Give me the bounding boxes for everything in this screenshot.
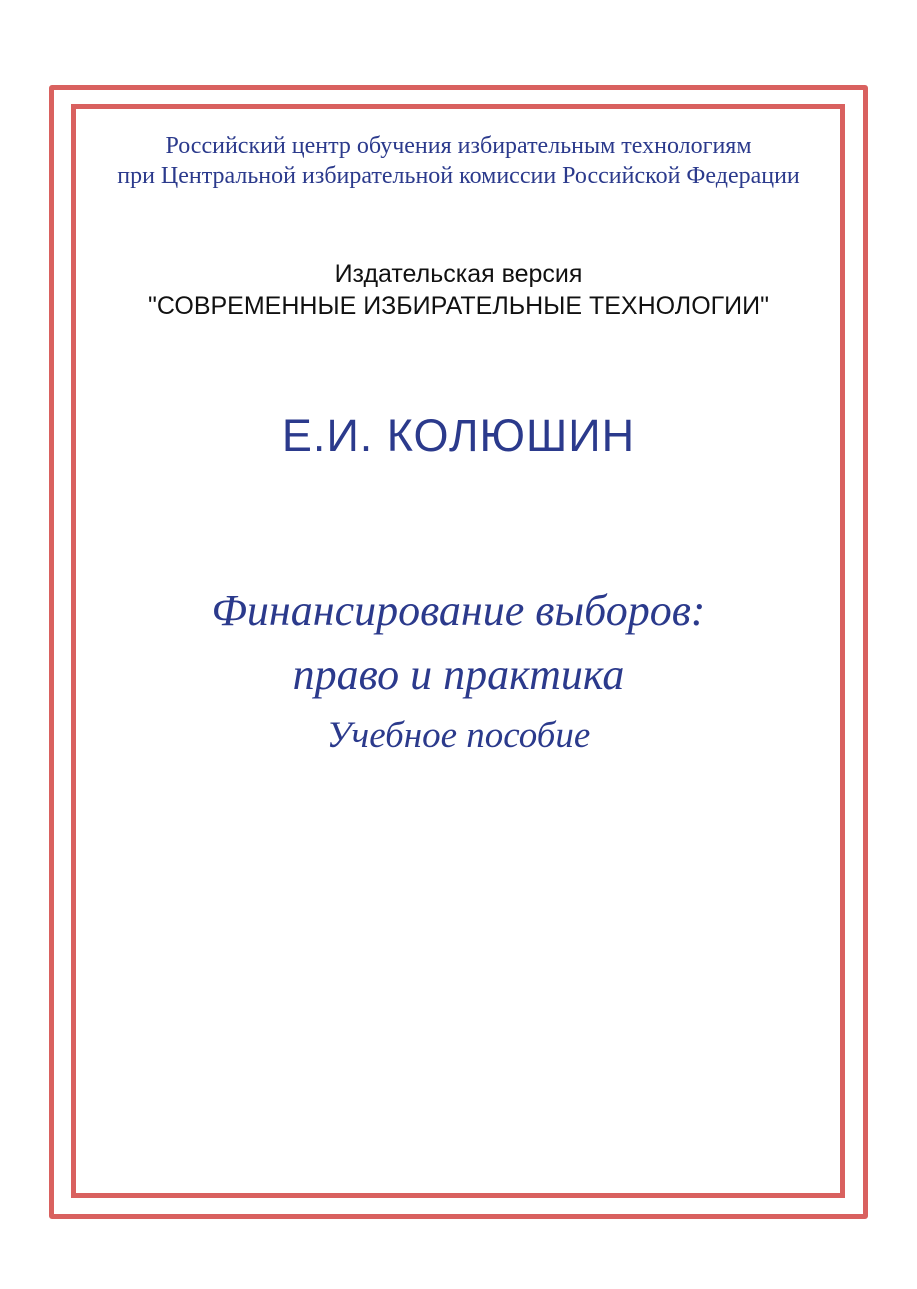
book-title-line-2: право и практика [292,650,625,699]
series-name: "СОВРЕМЕННЫЕ ИЗБИРАТЕЛЬНЫЕ ТЕХНОЛОГИИ" [148,292,769,320]
book-title-line-1: Финансирование выборов: [211,586,706,635]
series-label: Издательская версия [334,260,583,288]
author-name: Е.И. КОЛЮШИН [281,410,636,461]
organization-line-2: при Центральной избирательной комиссии Российской Федерации [117,163,800,189]
organization-line-1: Российский центр обучения избирательным технологиям [165,133,752,159]
book-subtitle: Учебное пособие [326,715,591,756]
